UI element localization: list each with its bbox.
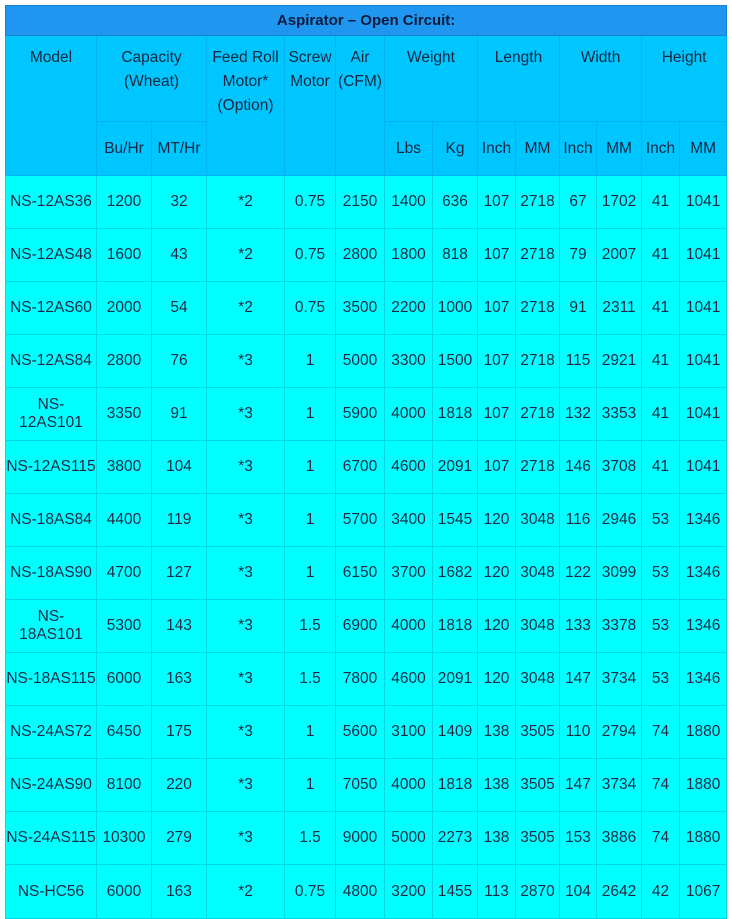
table-cell: 5000	[385, 812, 433, 865]
subheader-length-mm: MM	[516, 122, 560, 176]
table-cell: 76	[152, 335, 207, 388]
table-row	[6, 494, 727, 547]
table-cell: *2	[207, 865, 285, 919]
table-cell: 2091	[433, 653, 478, 706]
table-cell: 32	[152, 176, 207, 229]
table-cell: 120	[478, 653, 516, 706]
table-cell: 127	[152, 547, 207, 600]
header-screw-motor: Screw Motor	[285, 36, 336, 176]
table-cell: 4400	[97, 494, 152, 547]
table-cell: 2091	[433, 441, 478, 494]
table-cell: 7050	[336, 759, 385, 812]
model-cell: NS-12AS48	[6, 229, 97, 282]
table-cell: 1200	[97, 176, 152, 229]
table-row	[6, 282, 727, 335]
table-cell: 8100	[97, 759, 152, 812]
table-row	[6, 335, 727, 388]
header-length: Length	[478, 36, 560, 122]
table-cell: 2718	[516, 335, 560, 388]
table-cell: 107	[478, 441, 516, 494]
table-cell: 91	[152, 388, 207, 441]
model-cell: NS-18AS84	[6, 494, 97, 547]
table-cell: 1000	[433, 282, 478, 335]
table-cell: 1346	[680, 547, 727, 600]
header-height: Height	[642, 36, 727, 122]
table-cell: 74	[642, 706, 680, 759]
table-cell: 1880	[680, 706, 727, 759]
model-cell: NS-18AS101	[6, 600, 97, 653]
table-cell: 6450	[97, 706, 152, 759]
table-cell: 1818	[433, 759, 478, 812]
table-cell: 1.5	[285, 600, 336, 653]
table-cell: 41	[642, 229, 680, 282]
table-cell: 143	[152, 600, 207, 653]
model-cell: NS-24AS115	[6, 812, 97, 865]
table-cell: 104	[152, 441, 207, 494]
table-cell: 5900	[336, 388, 385, 441]
table-cell: 1	[285, 706, 336, 759]
table-cell: 53	[642, 600, 680, 653]
table-cell: 107	[478, 282, 516, 335]
table-cell: 138	[478, 759, 516, 812]
model-cell: NS-12AS36	[6, 176, 97, 229]
table-cell: 110	[560, 706, 597, 759]
table-cell: 1067	[680, 865, 727, 919]
table-cell: 7800	[336, 653, 385, 706]
table-cell: 1041	[680, 282, 727, 335]
table-cell: 1409	[433, 706, 478, 759]
table-cell: 120	[478, 600, 516, 653]
header-feed-roll-motor: Feed Roll Motor* (Option)	[207, 36, 285, 176]
header-air: Air (CFM)	[336, 36, 385, 176]
table-cell: 3099	[597, 547, 642, 600]
table-cell: 1041	[680, 229, 727, 282]
table-cell: 3800	[97, 441, 152, 494]
subheader-bu-hr: Bu/Hr	[97, 122, 152, 176]
table-cell: 53	[642, 547, 680, 600]
table-cell: 6700	[336, 441, 385, 494]
table-cell: 1346	[680, 653, 727, 706]
model-cell: NS-12AS60	[6, 282, 97, 335]
table-cell: 147	[560, 653, 597, 706]
table-cell: *3	[207, 759, 285, 812]
table-cell: 1818	[433, 388, 478, 441]
table-cell: 119	[152, 494, 207, 547]
table-cell: 163	[152, 865, 207, 919]
table-cell: 10300	[97, 812, 152, 865]
table-cell: 2150	[336, 176, 385, 229]
table-cell: 1500	[433, 335, 478, 388]
model-cell: NS-24AS90	[6, 759, 97, 812]
table-cell: 3505	[516, 759, 560, 812]
subheader-length-inch: Inch	[478, 122, 516, 176]
table-cell: 3505	[516, 812, 560, 865]
table-cell: 53	[642, 653, 680, 706]
table-cell: 1682	[433, 547, 478, 600]
table-cell: 2800	[97, 335, 152, 388]
table-cell: 1	[285, 494, 336, 547]
table-cell: 1400	[385, 176, 433, 229]
table-cell: 636	[433, 176, 478, 229]
table-cell: 42	[642, 865, 680, 919]
table-cell: 1600	[97, 229, 152, 282]
table-cell: 6900	[336, 600, 385, 653]
subheader-width-inch: Inch	[560, 122, 597, 176]
model-cell: NS-24AS72	[6, 706, 97, 759]
table-cell: 1	[285, 547, 336, 600]
table-cell: 5000	[336, 335, 385, 388]
table-cell: 2007	[597, 229, 642, 282]
table-cell: 0.75	[285, 229, 336, 282]
table-cell: 3048	[516, 494, 560, 547]
table-cell: *3	[207, 653, 285, 706]
table-cell: 1346	[680, 600, 727, 653]
table-cell: 115	[560, 335, 597, 388]
table-cell: *2	[207, 229, 285, 282]
table-row	[6, 812, 727, 865]
table-cell: 4800	[336, 865, 385, 919]
table-cell: 113	[478, 865, 516, 919]
table-row	[6, 441, 727, 494]
table-cell: 6000	[97, 653, 152, 706]
table-cell: 3505	[516, 706, 560, 759]
table-cell: 1702	[597, 176, 642, 229]
table-cell: 1346	[680, 494, 727, 547]
table-cell: *3	[207, 600, 285, 653]
table-cell: *3	[207, 547, 285, 600]
table-cell: *3	[207, 494, 285, 547]
table-cell: 6000	[97, 865, 152, 919]
table-cell: 43	[152, 229, 207, 282]
table-cell: 9000	[336, 812, 385, 865]
table-cell: 3378	[597, 600, 642, 653]
table-cell: 3048	[516, 653, 560, 706]
table-row	[6, 388, 727, 441]
table-cell: 4000	[385, 759, 433, 812]
table-row	[6, 229, 727, 282]
table-cell: 1880	[680, 812, 727, 865]
table-cell: 2642	[597, 865, 642, 919]
table-cell: 147	[560, 759, 597, 812]
table-cell: 279	[152, 812, 207, 865]
table-cell: 2718	[516, 176, 560, 229]
table-cell: *3	[207, 388, 285, 441]
table-cell: 2946	[597, 494, 642, 547]
table-row	[6, 759, 727, 812]
table-cell: 41	[642, 335, 680, 388]
table-cell: 1	[285, 388, 336, 441]
table-title: Aspirator – Open Circuit:	[6, 6, 727, 36]
table-cell: 91	[560, 282, 597, 335]
model-cell: NS-18AS90	[6, 547, 97, 600]
table-cell: 5300	[97, 600, 152, 653]
table-cell: 6150	[336, 547, 385, 600]
table-cell: 1545	[433, 494, 478, 547]
table-cell: 2794	[597, 706, 642, 759]
table-cell: 818	[433, 229, 478, 282]
table-cell: 3350	[97, 388, 152, 441]
table-cell: 2000	[97, 282, 152, 335]
model-cell: NS-HC56	[6, 865, 97, 919]
table-cell: 1	[285, 335, 336, 388]
table-cell: 132	[560, 388, 597, 441]
header-model: Model	[6, 36, 97, 176]
table-cell: 0.75	[285, 282, 336, 335]
table-cell: 146	[560, 441, 597, 494]
table-cell: 1041	[680, 176, 727, 229]
table-cell: 1880	[680, 759, 727, 812]
table-cell: 2718	[516, 388, 560, 441]
table-cell: 41	[642, 441, 680, 494]
table-cell: *3	[207, 706, 285, 759]
table-cell: 2718	[516, 441, 560, 494]
model-cell: NS-12AS115	[6, 441, 97, 494]
header-capacity: Capacity (Wheat)	[97, 36, 207, 122]
table-cell: 4000	[385, 600, 433, 653]
table-cell: 54	[152, 282, 207, 335]
table-cell: 2311	[597, 282, 642, 335]
table-cell: 1041	[680, 441, 727, 494]
table-cell: 138	[478, 706, 516, 759]
table-row	[6, 600, 727, 653]
table-cell: 5700	[336, 494, 385, 547]
table-cell: 67	[560, 176, 597, 229]
table-cell: 1	[285, 441, 336, 494]
table-cell: 120	[478, 547, 516, 600]
table-cell: 138	[478, 812, 516, 865]
table-cell: 107	[478, 176, 516, 229]
table-cell: 1455	[433, 865, 478, 919]
subheader-lbs: Lbs	[385, 122, 433, 176]
model-cell: NS-18AS115	[6, 653, 97, 706]
table-cell: 1800	[385, 229, 433, 282]
subheader-width-mm: MM	[597, 122, 642, 176]
aspirator-spec-table	[5, 5, 727, 919]
table-row	[6, 653, 727, 706]
table-cell: 3200	[385, 865, 433, 919]
table-cell: 1041	[680, 388, 727, 441]
subheader-kg: Kg	[433, 122, 478, 176]
table-cell: 2273	[433, 812, 478, 865]
table-cell: 3500	[336, 282, 385, 335]
table-cell: 120	[478, 494, 516, 547]
table-cell: 3734	[597, 759, 642, 812]
model-cell: NS-12AS84	[6, 335, 97, 388]
table-cell: 5600	[336, 706, 385, 759]
table-cell: 116	[560, 494, 597, 547]
table-cell: 2921	[597, 335, 642, 388]
table-row	[6, 706, 727, 759]
table-cell: 1.5	[285, 812, 336, 865]
table-cell: 79	[560, 229, 597, 282]
table-cell: 1818	[433, 600, 478, 653]
table-cell: 1	[285, 759, 336, 812]
spec-table-container	[5, 5, 726, 919]
table-cell: 3300	[385, 335, 433, 388]
table-row	[6, 547, 727, 600]
table-row	[6, 865, 727, 919]
table-cell: 74	[642, 759, 680, 812]
table-cell: 41	[642, 282, 680, 335]
table-cell: 122	[560, 547, 597, 600]
table-cell: 2718	[516, 282, 560, 335]
table-cell: 175	[152, 706, 207, 759]
table-row	[6, 176, 727, 229]
table-cell: 2200	[385, 282, 433, 335]
table-cell: 3048	[516, 547, 560, 600]
table-cell: 107	[478, 335, 516, 388]
table-cell: 53	[642, 494, 680, 547]
table-cell: 163	[152, 653, 207, 706]
table-cell: *3	[207, 335, 285, 388]
table-cell: *3	[207, 812, 285, 865]
table-cell: 107	[478, 388, 516, 441]
header-width: Width	[560, 36, 642, 122]
header-weight: Weight	[385, 36, 478, 122]
model-cell: NS-12AS101	[6, 388, 97, 441]
table-cell: 3734	[597, 653, 642, 706]
table-cell: 0.75	[285, 865, 336, 919]
table-cell: 133	[560, 600, 597, 653]
table-cell: 3708	[597, 441, 642, 494]
subheader-height-inch: Inch	[642, 122, 680, 176]
table-cell: 4600	[385, 441, 433, 494]
table-cell: 3700	[385, 547, 433, 600]
table-cell: 2870	[516, 865, 560, 919]
table-cell: 220	[152, 759, 207, 812]
table-cell: 1041	[680, 335, 727, 388]
table-cell: 2800	[336, 229, 385, 282]
table-cell: 4700	[97, 547, 152, 600]
table-cell: 3100	[385, 706, 433, 759]
table-cell: 3048	[516, 600, 560, 653]
subheader-height-mm: MM	[680, 122, 727, 176]
subheader-mt-hr: MT/Hr	[152, 122, 207, 176]
table-cell: 4000	[385, 388, 433, 441]
table-cell: *2	[207, 282, 285, 335]
table-cell: 1.5	[285, 653, 336, 706]
table-cell: 0.75	[285, 176, 336, 229]
table-cell: 153	[560, 812, 597, 865]
table-cell: 4600	[385, 653, 433, 706]
table-cell: 2718	[516, 229, 560, 282]
table-cell: *3	[207, 441, 285, 494]
table-cell: 3886	[597, 812, 642, 865]
table-cell: 74	[642, 812, 680, 865]
table-cell: 3353	[597, 388, 642, 441]
table-cell: 41	[642, 388, 680, 441]
table-cell: 3400	[385, 494, 433, 547]
table-body	[6, 176, 727, 919]
table-cell: 41	[642, 176, 680, 229]
table-cell: 107	[478, 229, 516, 282]
table-cell: *2	[207, 176, 285, 229]
table-cell: 104	[560, 865, 597, 919]
